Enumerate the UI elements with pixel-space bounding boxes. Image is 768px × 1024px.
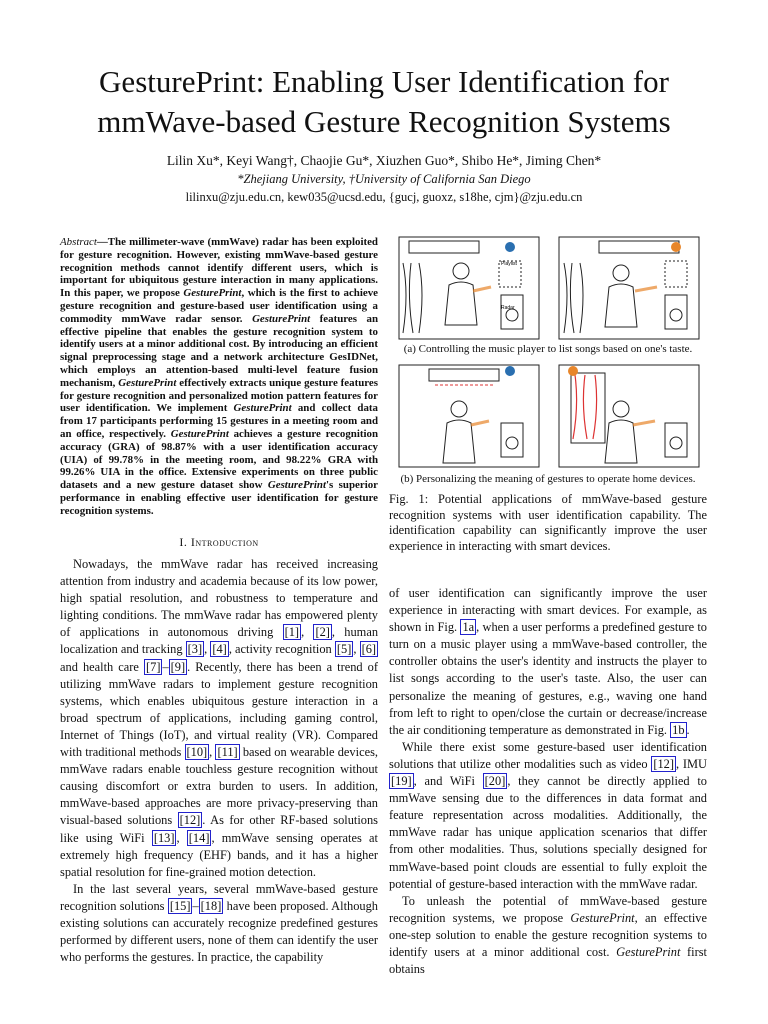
abstract-lead: Abstract	[60, 236, 97, 248]
figure-1b-illustration	[389, 363, 707, 471]
citation-link[interactable]: [5]	[336, 642, 352, 657]
abstract-text: The millimeter-wave (mmWave) radar has been exploited for gesture recognition. However, existing mmWave-based gesture recognition methods cannot identify different users, which is important for ubiquitous gesture interaction in many applications. In this paper, we propose	[60, 236, 378, 300]
abstract-text: effectively extracts unique gesture features for gesture recognition and personalized motion pattern features for user identification. We implement	[60, 376, 378, 415]
intro-paragraph-5: To unleash the potential of mmWave-based gesture recognition systems, we propose GesturePrint, an effective one-step solution to enable the gesture recognition systems to identify users at a minor additional cost. GesturePrint first obtains	[389, 893, 707, 977]
citation-link[interactable]: [3]	[187, 642, 203, 657]
citation-link[interactable]: [15]	[169, 898, 191, 913]
method-name: GesturePrint	[570, 910, 635, 925]
method-name: GesturePrint	[183, 287, 242, 300]
citation-link[interactable]: [4]	[212, 642, 227, 657]
author-emails: lilinxu@zju.edu.cn, kew035@ucsd.edu, {gucj, guoxz, s18he, cjm}@zju.edu.cn	[185, 190, 583, 204]
citation-link[interactable]: [2]	[315, 625, 330, 640]
section-number: I.	[179, 535, 188, 549]
abstract-text: and collect data from 17 participants performing 15 gestures in a meeting room and an office, respectively.	[60, 402, 378, 440]
title-line-1: GesturePrint: Enabling User Identification for	[99, 64, 669, 99]
method-name: GesturePrint	[233, 402, 292, 415]
abstract-text: achieves a gesture recognition accuracy (GRA) of 98.87% with a user identification accuracy (UIA) of 99.78% in the meeting room, and 98.22% GRA with 99.26% UIA in the office. Extensive experiments on three public datasets and a new gesture dataset show	[60, 427, 378, 492]
citation-link[interactable]: [9]	[170, 659, 186, 674]
citation-link[interactable]: [1]	[284, 625, 300, 640]
figure-link[interactable]: 1a	[462, 620, 475, 635]
intro-paragraph-2: In the last several years, several mmWave-based gesture recognition solutions [15] – [18] have been proposed. Although existing solutions can accurately recognize predefined gestures performed by different users, none of them can identify the user who performs the gestures. In practice, the capability	[60, 881, 378, 965]
intro-paragraph-1: Nowadays, the mmWave radar has received increasing attention from industry and academia because of its low power, high spatial resolution, and robustness to temperature and lighting conditions. The mmWave radar has empowered plenty of applications in autonomous driving [1] , [2] , human localization and tracking [3] , [4] , activity recognition [5] , [6] and health care [7] – [9] . Recently, there has been a trend of utilizing mmWave radars to implement gesture recognition systems, which enables ubiquitous gesture interaction in a broad spectrum of applications, including gaming control, Internet of Things (IoT), and virtual reality (VR). Compared with traditional methods [10] , [11] based on wearable devices, mmWave radars enable touchless gesture recognition without causing discomfort or extra burden to users. In addition, mmWave-based approaches are more privacy-preserving than visual-based solutions [12] . As for other RF-based solutions like using WiFi [13] , [14] , mmWave sensing operates at extremely high frequency (EHF) bands, and it has a higher spatial resolution for fine-grained motion detection.	[60, 557, 379, 879]
paper-title	[0, 62, 768, 142]
intro-right-column	[389, 585, 707, 978]
abstract-text: , which is the first to achieve gesture recognition and gesture-based user identification using a commodity mmWave radar sensor.	[60, 287, 378, 325]
citation-link[interactable]: [10]	[186, 745, 208, 760]
figure-1	[389, 233, 707, 493]
method-name: GesturePrint	[616, 944, 681, 959]
author-list: Lilin Xu*, Keyi Wang†, Chaojie Gu*, Xiuzhen Guo*, Shibo He*, Jiming Chen*	[166, 153, 602, 168]
citation-link[interactable]: [12]	[653, 756, 674, 771]
affiliations: *Zhejiang University, †University of California San Diego	[237, 172, 531, 186]
home-devices-scene-illustration	[389, 363, 707, 471]
intro-paragraph-3: of user identification can significantly improve the user experience in interacting with smart devices. For example, as shown in Fig. 1a , when a user performs a predefined gesture to turn on a music player using a mmWave-based controller, the controller obtains the user's identity and instructs the player to list songs according to the user's taste. Also, the user can personalize the meaning of gestures, e.g., waving one hand from left to right to open/close the curtain or decrease/increase the air conditioning temperature as demonstrated in Fig. 1b .	[389, 586, 707, 737]
figure-link[interactable]: 1b	[672, 722, 685, 737]
radar-label: Radar	[501, 305, 515, 311]
abstract-text: features an effective pipeline that enables the gesture recognition system to identify users at a minor additional cost. By introducing an efficient signal preprocessing stage and a network architecture GesIDNet, which employs an attention-based multi-level feature fusion mechanism,	[60, 312, 379, 389]
citation-link[interactable]: [18]	[200, 898, 222, 913]
method-name: GesturePrint	[252, 312, 311, 325]
citation-link[interactable]: [11]	[217, 745, 238, 760]
abstract-text: 's superior performance in enabling effective user identification for gesture recognition systems.	[60, 479, 378, 517]
method-name: GesturePrint	[267, 479, 326, 492]
playlist-label: Playlist	[501, 261, 517, 267]
method-name: GesturePrint	[118, 376, 177, 389]
citation-link[interactable]: [12]	[179, 813, 201, 828]
section-title: Introduction	[190, 535, 259, 549]
title-line-2: mmWave-based Gesture Recognition Systems	[97, 104, 671, 139]
figure-1b-caption: (b) Personalizing the meaning of gestures to operate home devices.	[400, 473, 696, 485]
intro-left-column	[60, 556, 378, 966]
citation-link[interactable]: [14]	[188, 830, 210, 845]
method-name: GesturePrint	[170, 427, 229, 440]
figure-1a-caption: (a) Controlling the music player to list songs based on one's taste.	[403, 343, 693, 355]
citation-link[interactable]: [20]	[484, 774, 506, 789]
citation-link[interactable]: [6]	[361, 642, 377, 657]
abstract-dash: —	[96, 236, 108, 248]
citation-link[interactable]: [7]	[146, 659, 161, 674]
music-player-scene-illustration	[389, 233, 707, 341]
figure-1-caption: Fig. 1: Potential applications of mmWave-based gesture recognition systems with user identification capability. The identification capability can significantly improve the user experience in interacting with smart devices.	[389, 492, 707, 553]
citation-link[interactable]: [19]	[391, 774, 412, 789]
section-heading	[60, 535, 378, 550]
figure-1a-illustration	[389, 233, 707, 341]
intro-paragraph-4: While there exist some gesture-based user identification solutions that utilize other modalities such as video [12] , IMU [19] , and WiFi [20] , they cannot be directly applied to mmWave sensing due to the differences in data format and feature representation across modalities. Additionally, the mmWave radar has unique application scenarios that differ from other modalities. Thus, solutions specially designed for mmWave-based point clouds are essential to fully exploit the potential of gesture-based interaction with the mmWave radar.	[389, 739, 707, 891]
abstract	[60, 236, 378, 518]
citation-link[interactable]: [13]	[153, 830, 175, 845]
